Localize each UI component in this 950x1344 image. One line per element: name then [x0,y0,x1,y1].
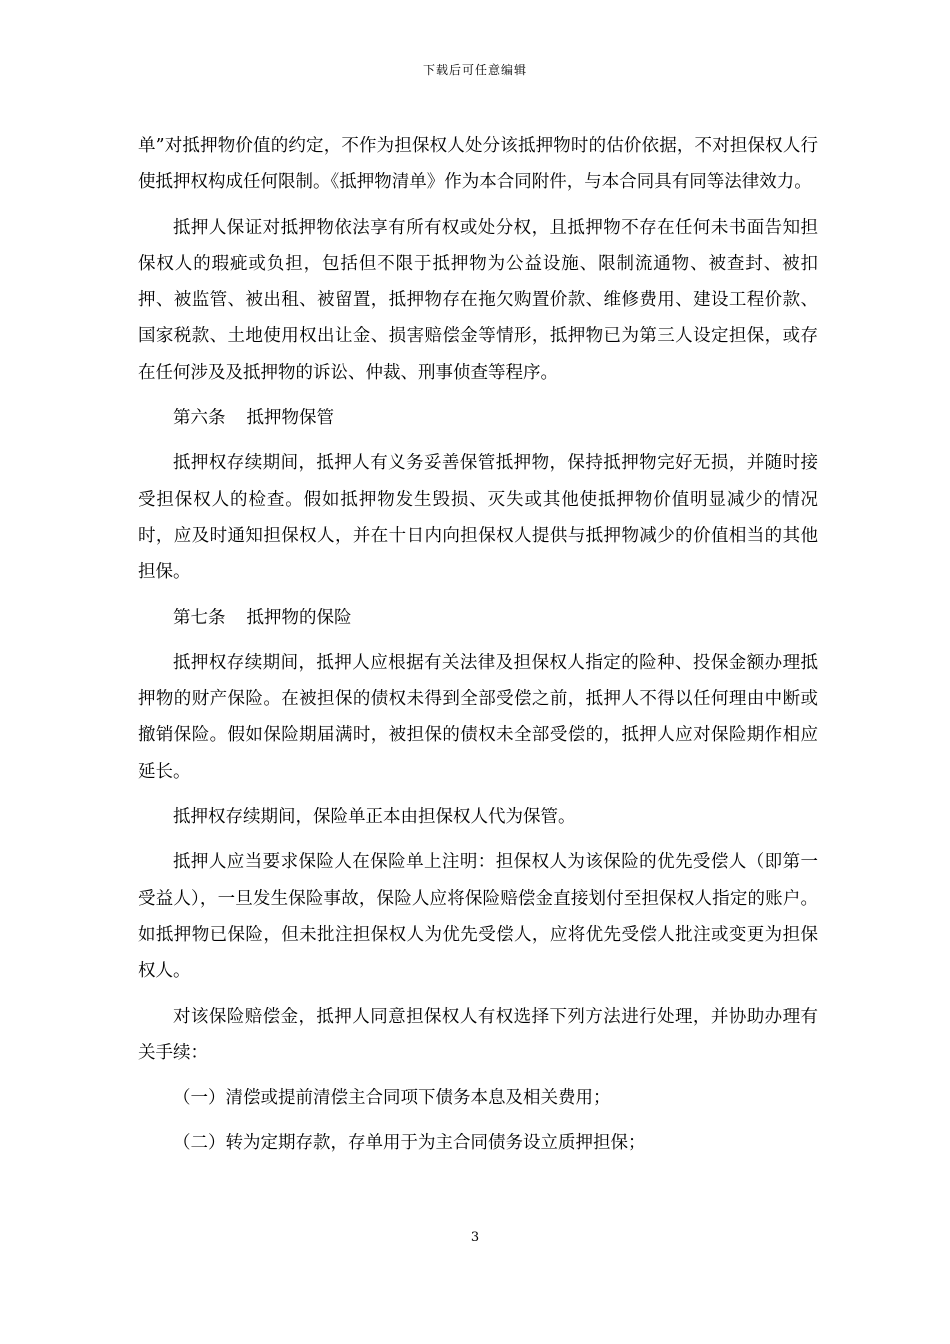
article-6-heading [138,400,818,436]
article-7-number: 第七条 [173,607,226,628]
paragraph-policy-custody: 抵押权存续期间，保险单正本由担保权人代为保管。 [173,807,576,828]
document-body [138,128,818,1171]
article-7-heading [138,600,818,636]
paragraph-valuation-clause: 单”对抵押物价值的约定，不作为担保权人处分该抵押物时的估价依据，不对担保权人行使抵押权构成任何限制。《抵押物清单》作为本合同附件，与本合同具有同等法律效力。 [138,136,818,193]
article-7-title: 抵押物的保险 [246,607,352,628]
paragraph-beneficiary: 抵押人应当要求保险人在保险单上注明：担保权人为该保险的优先受偿人（即第一受益人），一旦发生保险事故，保险人应将保险赔偿金直接划付至担保权人指定的账户。如抵押物已保险，但未批注担保权人为优先受偿人，应将优先受偿人批注或变更为担保权人。 [138,852,818,982]
page-number: 3 [470,1230,480,1245]
paragraph-custody: 抵押权存续期间，抵押人有义务妥善保管抵押物，保持抵押物完好无损，并随时接受担保权人的检查。假如抵押物发生毁损、灭失或其他使抵押物价值明显减少的情况时，应及时通知担保权人，并在十日内向担保权人提供与抵押物减少的价值相当的其他担保。 [138,453,818,583]
paragraph-insurance-obligation: 抵押权存续期间，抵押人应根据有关法律及担保权人指定的险种、投保金额办理抵押物的财产保险。在被担保的债权未得到全部受偿之前，抵押人不得以任何理由中断或撤销保险。假如保险期届满时，被担保的债权未全部受偿的，抵押人应对保险期作相应延长。 [138,652,818,782]
list-item-2: （二）转为定期存款，存单用于为主合同债务设立质押担保； [173,1133,646,1154]
list-item-1: （一）清偿或提前清偿主合同项下债务本息及相关费用； [173,1088,611,1109]
page-header: 下载后可任意编辑 [422,63,527,77]
paragraph-ownership-warranty: 抵押人保证对抵押物依法享有所有权或处分权，且抵押物不存在任何未书面告知担保权人的瑕疵或负担，包括但不限于抵押物为公益设施、限制流通物、被查封、被扣押、被监管、被出租、被留置，抵押物存在拖欠购置价款、维修费用、建设工程价款、国家税款、土地使用权出让金、损害赔偿金等情形，抵押物已为第三人设定担保，或存在任何涉及及抵押物的诉讼、仲裁、刑事侦查等程序。 [138,217,818,383]
article-6-title: 抵押物保管 [246,408,334,429]
paragraph-compensation-handling: 对该保险赔偿金，抵押人同意担保权人有权选择下列方法进行处理，并协助办理有关手续： [138,1006,818,1063]
article-6-number: 第六条 [173,408,226,429]
